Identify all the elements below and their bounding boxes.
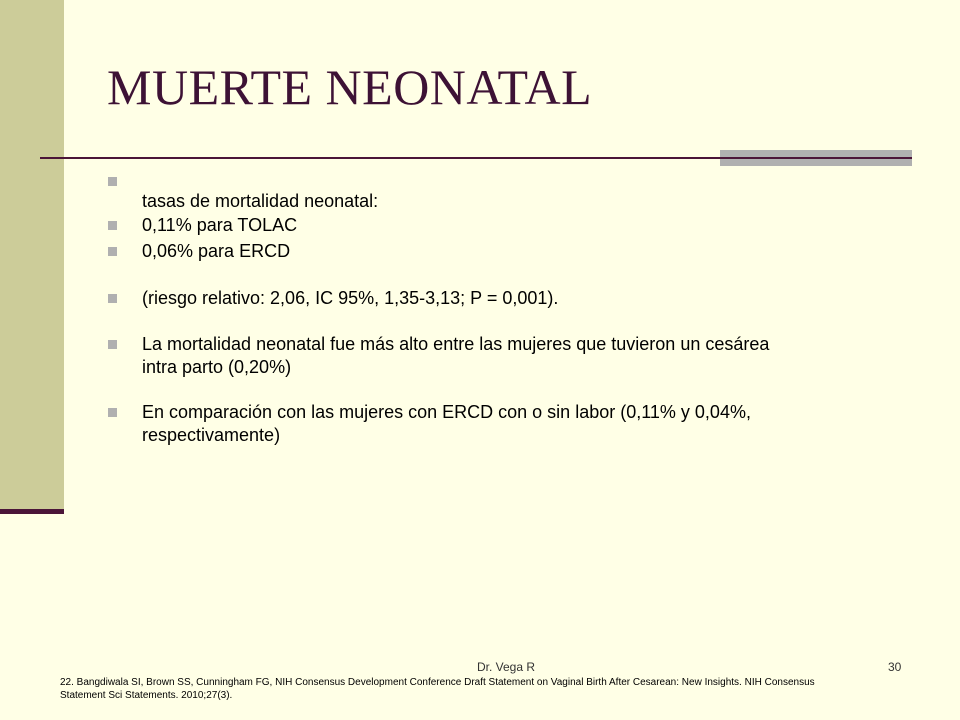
footer-author: Dr. Vega R <box>477 660 536 674</box>
side-decor-bar-cap <box>0 509 64 514</box>
bullet-text: En comparación con las mujeres con ERCD con o sin labor (0,11% y 0,04%, <box>142 402 751 422</box>
bullet-text: 0,06% para ERCD <box>142 241 291 261</box>
bullet-marker <box>108 408 117 417</box>
bullet-marker <box>108 294 117 303</box>
title-divider-accent-line <box>720 157 912 159</box>
page-number: 30 <box>888 660 902 674</box>
side-decor-bar <box>0 0 64 512</box>
bullet-marker <box>108 221 117 230</box>
bullet-text: tasas de mortalidad neonatal: <box>142 191 379 211</box>
bullet-text: (riesgo relativo: 2,06, IC 95%, 1,35-3,13; P = 0,001). <box>142 288 559 308</box>
reference-citation: 22. Bangdiwala SI, Brown SS, Cunningham FG, NIH Consensus Development Conference Draft Statement on Vaginal Birth After Cesarean: New Insights. NIH Consensus Statement Sci Statements. 2010;27(3). <box>60 677 815 701</box>
slide-title: MUERTE NEONATAL <box>107 59 593 115</box>
bullet-text: La mortalidad neonatal fue más alto entre las mujeres que tuvieron un cesárea <box>142 334 770 354</box>
bullet-marker <box>108 247 117 256</box>
bullet-marker <box>108 340 117 349</box>
bullet-text-continuation: intra parto (0,20%) <box>142 357 292 377</box>
bullet-text: 0,11% para TOLAC <box>142 215 298 235</box>
bullet-text-continuation: respectivamente) <box>142 425 281 445</box>
bullet-marker <box>108 177 117 186</box>
